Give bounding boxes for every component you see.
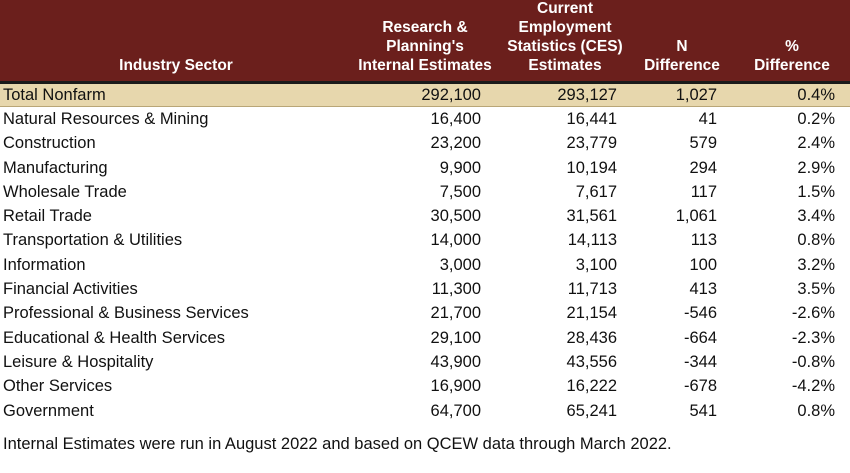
n-difference-cell: 294 <box>689 158 717 177</box>
table-row <box>0 326 850 350</box>
header-industry-sector <box>100 56 252 75</box>
ces-estimate-cell: 293,127 <box>557 86 617 104</box>
header-percent-difference <box>740 37 844 75</box>
research-estimate-cell: 7,500 <box>439 182 481 201</box>
research-estimate-cell: 64,700 <box>430 401 481 420</box>
research-estimate-cell: 11,300 <box>431 280 481 299</box>
header-line: Research & <box>382 19 468 36</box>
table-row <box>0 131 850 155</box>
ces-estimate-cell: 65,241 <box>566 401 617 420</box>
n-difference-cell: 541 <box>689 401 717 420</box>
table-row <box>0 301 850 325</box>
percent-difference-cell: 0.4% <box>797 86 835 104</box>
research-estimate-cell: 14,000 <box>430 231 481 250</box>
percent-difference-cell: 3.5% <box>797 280 835 299</box>
ces-estimate-cell: 10,194 <box>566 158 617 177</box>
percent-difference-cell: 0.2% <box>797 110 835 128</box>
table-row <box>0 350 850 374</box>
ces-estimate-cell: 7,617 <box>575 182 617 201</box>
sector-cell: Total Nonfarm <box>3 86 106 104</box>
percent-difference-cell: 3.2% <box>797 255 835 274</box>
n-difference-cell: -344 <box>683 352 717 371</box>
percent-difference-cell: -4.2% <box>791 377 835 396</box>
table-row <box>0 107 850 131</box>
table-row <box>0 180 850 204</box>
research-estimate-cell: 21,700 <box>430 304 481 323</box>
ces-estimate-cell: 14,113 <box>567 231 617 250</box>
research-estimate-cell: 16,900 <box>430 377 481 396</box>
ces-estimate-cell: 16,222 <box>566 377 617 396</box>
header-line: Planning's <box>386 38 464 55</box>
ces-estimate-cell: 21,154 <box>566 304 617 323</box>
percent-difference-cell: 0.8% <box>797 231 835 250</box>
table-row <box>0 253 850 277</box>
sector-cell: Educational & Health Services <box>3 328 225 347</box>
table-body <box>0 84 850 423</box>
research-estimate-cell: 9,900 <box>439 158 481 177</box>
percent-difference-cell: 0.8% <box>797 401 835 420</box>
research-estimate-cell: 23,200 <box>430 134 481 153</box>
sector-cell: Manufacturing <box>3 158 108 177</box>
table-row <box>0 204 850 228</box>
header-line: Employment <box>518 19 612 36</box>
ces-estimate-cell: 28,436 <box>566 328 617 347</box>
table-row <box>0 399 850 423</box>
ces-estimate-cell: 23,779 <box>566 134 617 153</box>
sector-cell: Financial Activities <box>3 280 138 299</box>
percent-difference-cell: 2.9% <box>797 158 835 177</box>
header-line: Current <box>537 0 593 17</box>
header-n-difference <box>632 37 732 75</box>
sector-cell: Retail Trade <box>3 207 92 226</box>
percent-difference-cell: 3.4% <box>797 207 835 226</box>
table-row <box>0 228 850 252</box>
n-difference-cell: -664 <box>683 328 717 347</box>
n-difference-cell: 117 <box>690 182 717 201</box>
n-difference-cell: 413 <box>689 280 717 299</box>
footnote: Internal Estimates were run in August 2022 and based on QCEW data through March 2022. <box>3 435 672 453</box>
header-line: Statistics (CES) <box>507 38 623 55</box>
header-line: Industry Sector <box>119 57 233 74</box>
research-estimate-cell: 29,100 <box>430 328 481 347</box>
research-estimate-cell: 16,400 <box>430 110 481 128</box>
percent-difference-cell: 1.5% <box>797 182 835 201</box>
n-difference-cell: 113 <box>690 231 717 250</box>
header-line: Estimates <box>528 57 602 74</box>
table-row <box>0 277 850 301</box>
n-difference-cell: 1,061 <box>675 207 717 226</box>
header-line: N <box>676 38 688 55</box>
header-line: % <box>785 38 799 55</box>
n-difference-cell: -678 <box>683 377 717 396</box>
table-header <box>0 0 850 81</box>
sector-cell: Information <box>3 255 86 274</box>
n-difference-cell: -546 <box>683 304 717 323</box>
header-line: Internal Estimates <box>358 57 492 74</box>
header-line: Difference <box>644 57 720 74</box>
total-row <box>0 84 850 107</box>
sector-cell: Other Services <box>3 377 113 396</box>
header-ces-estimates <box>500 0 630 75</box>
percent-difference-cell: 2.4% <box>797 134 835 153</box>
table-row <box>0 156 850 180</box>
header-line: Difference <box>754 57 830 74</box>
ces-estimate-cell: 3,100 <box>575 255 617 274</box>
percent-difference-cell: -2.6% <box>791 304 835 323</box>
research-estimate-cell: 30,500 <box>430 207 481 226</box>
sector-cell: Transportation & Utilities <box>3 231 183 250</box>
sector-cell: Government <box>3 401 94 420</box>
table-row <box>0 374 850 398</box>
ces-estimate-cell: 31,561 <box>566 207 617 226</box>
ces-estimate-cell: 11,713 <box>567 280 617 299</box>
n-difference-cell: 41 <box>698 110 717 128</box>
sector-cell: Wholesale Trade <box>3 182 127 201</box>
research-estimate-cell: 3,000 <box>439 255 481 274</box>
sector-cell: Natural Resources & Mining <box>3 110 209 128</box>
n-difference-cell: 100 <box>689 255 717 274</box>
ces-estimate-cell: 16,441 <box>566 110 617 128</box>
sector-cell: Construction <box>3 134 96 153</box>
research-estimate-cell: 43,900 <box>430 352 481 371</box>
percent-difference-cell: -0.8% <box>791 352 835 371</box>
n-difference-cell: 1,027 <box>675 86 717 104</box>
header-research-planning <box>350 18 500 75</box>
percent-difference-cell: -2.3% <box>791 328 835 347</box>
sector-cell: Leisure & Hospitality <box>3 352 154 371</box>
ces-estimate-cell: 43,556 <box>566 352 617 371</box>
n-difference-cell: 579 <box>689 134 717 153</box>
sector-cell: Professional & Business Services <box>3 304 249 323</box>
research-estimate-cell: 292,100 <box>421 86 481 104</box>
